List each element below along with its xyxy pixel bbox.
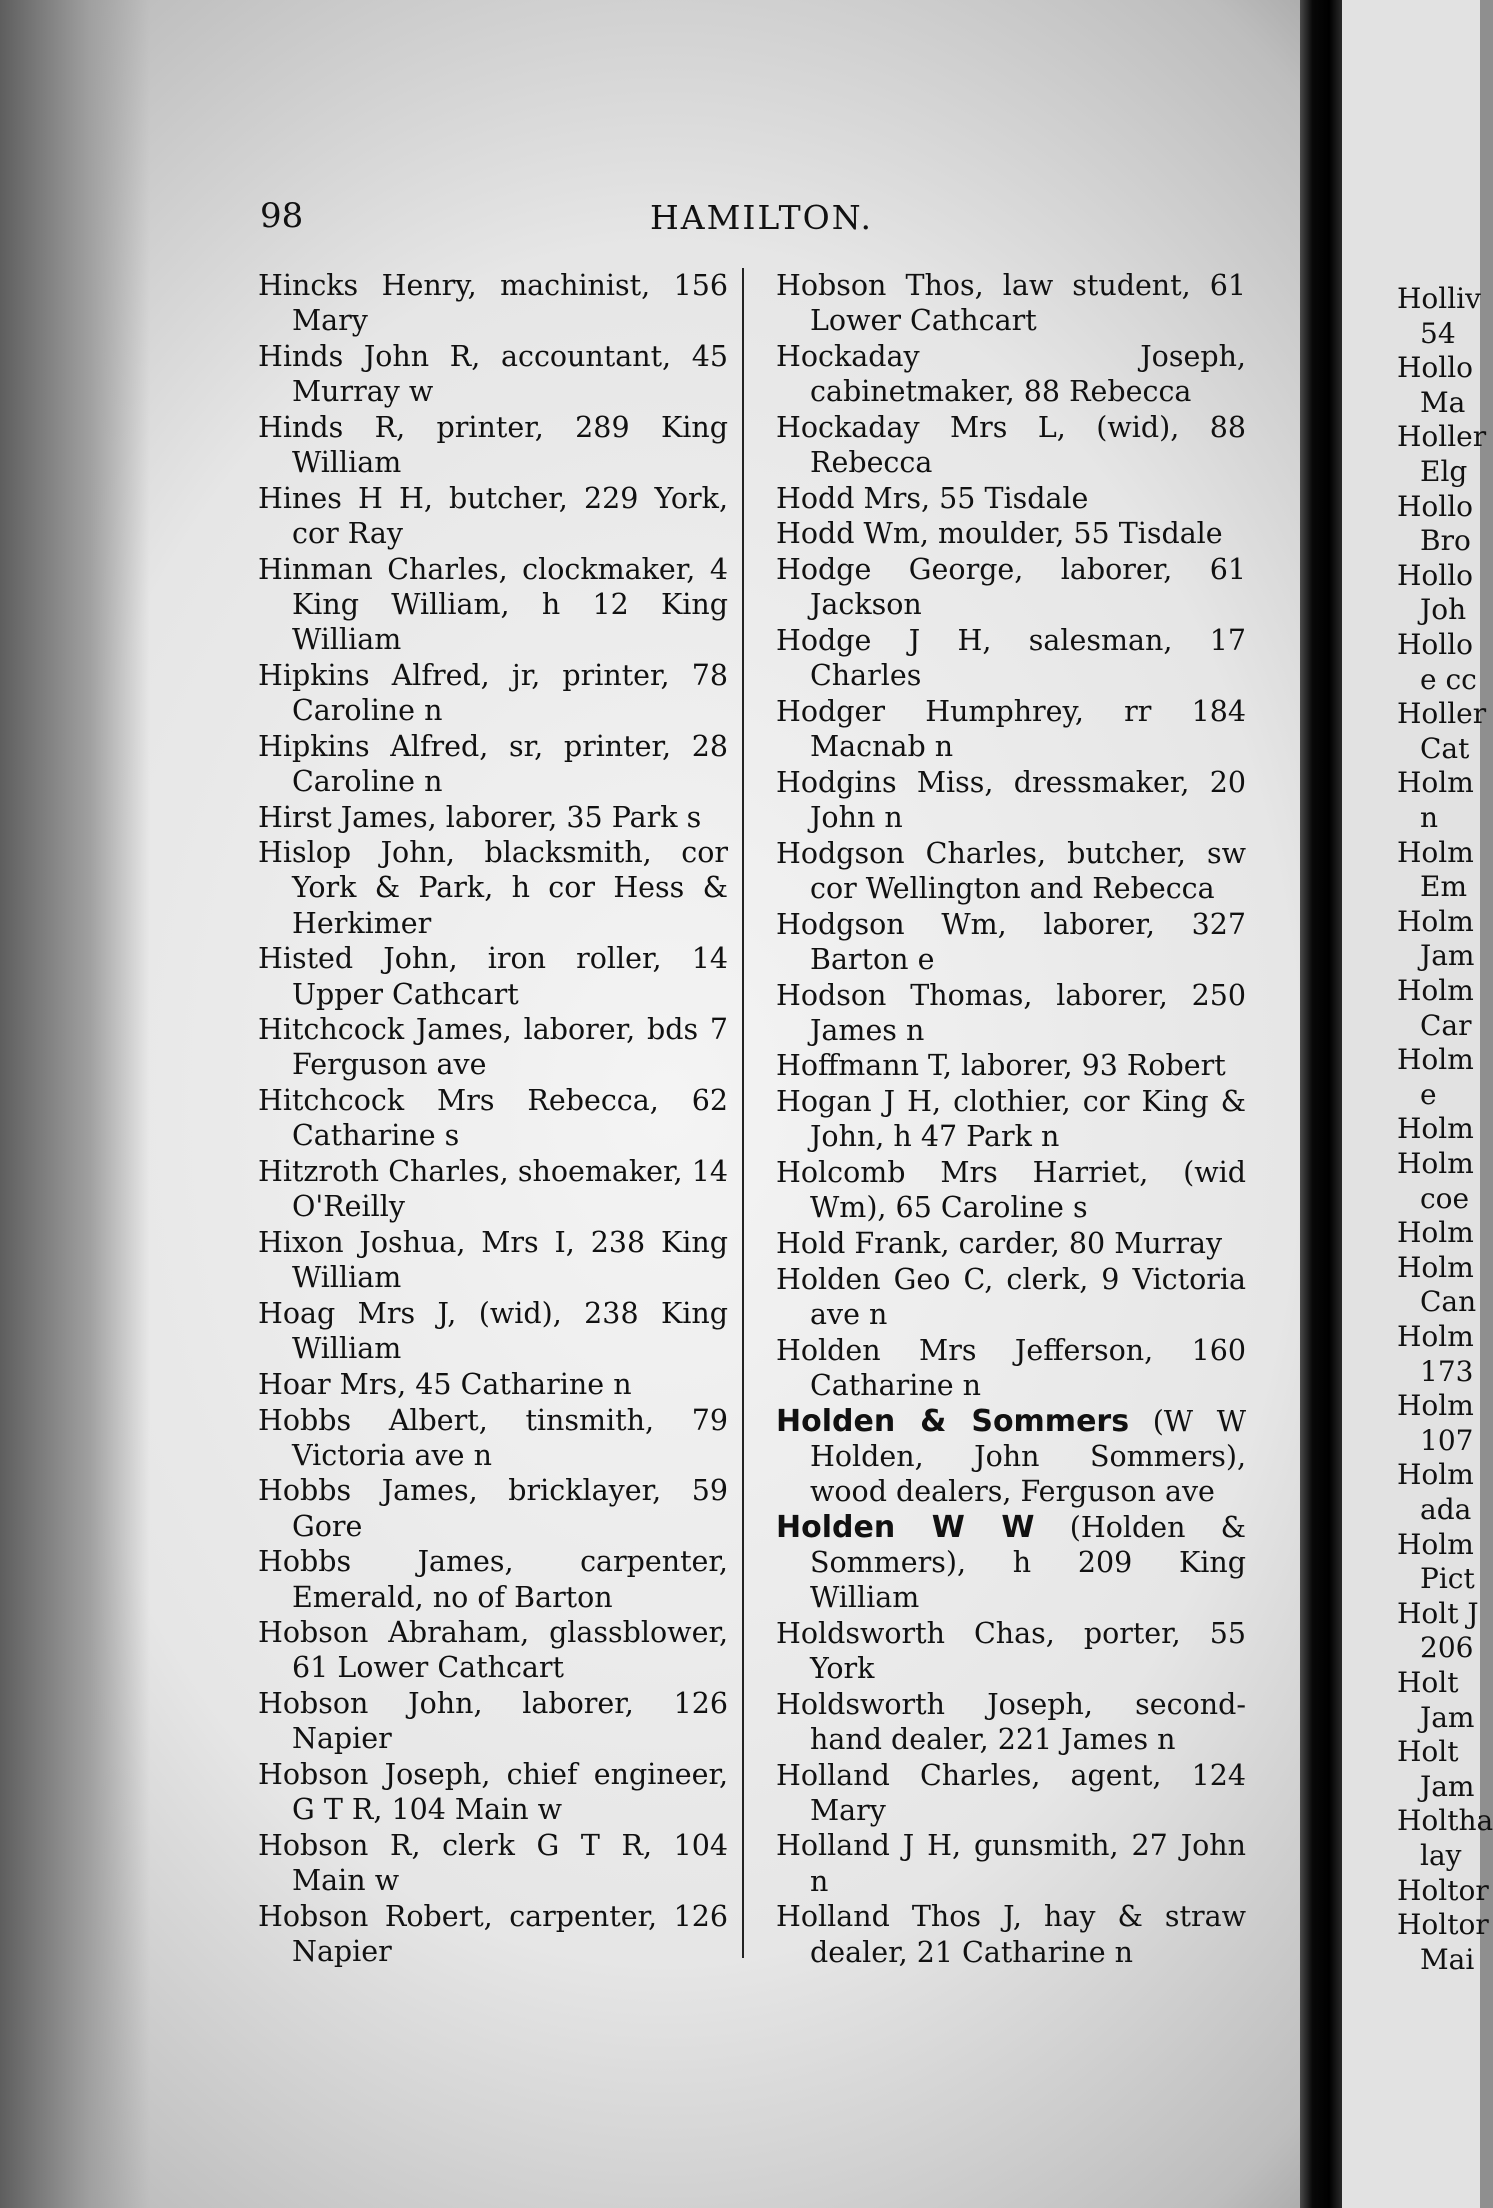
adjacent-page-text: 107 — [1420, 1423, 1474, 1457]
entry-name: Hodson Thomas, — [776, 978, 1033, 1012]
entry-name: Hold Frank, — [776, 1226, 950, 1260]
directory-entry — [258, 1154, 728, 1224]
entry-details: (W W Holden, John Sommers), wood dealers, Ferguson ave — [810, 1404, 1247, 1508]
directory-entry — [258, 410, 728, 480]
entry-details: clockmaker, 4 King William, h 12 King William — [292, 552, 728, 657]
directory-entry — [776, 694, 1246, 764]
entry-name: Hodger Humphrey, — [776, 694, 1084, 728]
adjacent-page-text: n — [1420, 801, 1439, 834]
adjacent-page-text: Ma — [1420, 385, 1466, 419]
directory-entry — [258, 481, 728, 551]
entry-details: carpenter, 126 Napier — [292, 1899, 728, 1969]
entry-details: accountant, 45 Murray w — [292, 339, 729, 409]
entry-details: (wid Wm), 65 Caroline s — [810, 1156, 1246, 1225]
directory-entry — [776, 1899, 1246, 1969]
directory-entry — [776, 410, 1246, 480]
adjacent-page-text: Holliv — [1397, 282, 1481, 315]
adjacent-page-text: Hollo — [1397, 489, 1474, 523]
directory-entry — [776, 1687, 1246, 1757]
entry-name: Hinds R, — [258, 410, 406, 444]
entry-details: salesman, 17 Charles — [810, 624, 1246, 693]
adjacent-page-text: lay — [1420, 1839, 1462, 1872]
entry-details: printer, 289 King William — [292, 410, 728, 480]
entry-name: Hodgins Miss, — [776, 765, 994, 799]
adjacent-page-text: e cc — [1420, 662, 1477, 696]
page-number: 98 — [260, 196, 304, 236]
directory-entry — [258, 1828, 728, 1898]
entry-name: Hoffmann T, — [776, 1049, 952, 1083]
directory-entry — [776, 268, 1246, 338]
directory-entry — [258, 268, 728, 338]
adjacent-page-text: Holm — [1397, 1043, 1474, 1077]
entry-details: porter, 55 York — [810, 1616, 1246, 1685]
entry-details: shoemaker, 14 O'Reilly — [292, 1155, 728, 1224]
entry-details: agent, 124 Mary — [810, 1758, 1246, 1827]
directory-entry — [776, 1404, 1246, 1510]
adjacent-page-text: Holtor — [1397, 1908, 1489, 1942]
entry-details: chief engineer, G T R, 104 Main w — [292, 1758, 728, 1827]
directory-entry — [776, 1155, 1246, 1225]
adjacent-page-text: Holm — [1397, 904, 1474, 938]
entry-details: clothier, cor King & John, h 47 Park n — [810, 1085, 1246, 1154]
directory-entry — [776, 907, 1246, 977]
entry-name: Hitchcock Mrs Rebecca, — [258, 1084, 659, 1118]
adjacent-page-text: coe — [1420, 1181, 1470, 1215]
entry-name: Hixon Joshua, — [258, 1225, 466, 1259]
adjacent-page-text: Holtor — [1397, 1873, 1489, 1907]
directory-entry — [258, 658, 728, 728]
adjacent-page-text: Jam — [1420, 1700, 1475, 1734]
entry-name: Hobbs James, — [258, 1545, 514, 1579]
entry-name: Hipkins Alfred, — [258, 729, 489, 763]
adjacent-page-text: Holm — [1397, 766, 1474, 800]
entry-details: iron roller, 14 Upper Cathcart — [292, 942, 728, 1011]
adjacent-page-text: Holm — [1397, 974, 1474, 1007]
entry-details: law student, 61 Lower Cathcart — [810, 269, 1246, 338]
entry-details: clerk, 9 Victoria ave n — [810, 1262, 1246, 1331]
adjacent-page-text: Holm — [1397, 835, 1474, 869]
book-edge-shadow — [0, 0, 150, 2208]
entry-name: Hobson Joseph, — [258, 1758, 491, 1792]
entry-details: carder, 80 Murray — [949, 1226, 1223, 1260]
entry-name: Hockaday Mrs L, — [776, 410, 1066, 444]
entry-details: laborer, 61 Jackson — [810, 553, 1246, 622]
directory-entry — [776, 339, 1246, 409]
entry-name: Hobson Thos, — [776, 269, 984, 302]
entry-details: butcher, 229 York, cor Ray — [292, 481, 729, 550]
entry-name: Holden Mrs Jefferson, — [776, 1333, 1154, 1367]
entry-details: (wid), 238 King William — [292, 1296, 728, 1366]
directory-entry — [258, 1296, 728, 1366]
entry-name: Hobson Abraham, — [258, 1616, 530, 1650]
entry-name: Hoar Mrs, — [258, 1367, 407, 1401]
adjacent-page-text: Hollo — [1397, 558, 1474, 592]
adjacent-page-text: Holm — [1397, 1320, 1474, 1353]
right-column — [776, 268, 1246, 1970]
entry-details: gunsmith, 27 John n — [810, 1829, 1246, 1898]
adjacent-page-text: Hollo — [1397, 628, 1474, 661]
entry-name: Holland J H, — [776, 1829, 962, 1863]
entry-name: Hobbs James, — [258, 1474, 478, 1508]
adjacent-page-text: Jam — [1420, 939, 1475, 973]
directory-entry — [258, 1544, 728, 1614]
entry-details: second-hand dealer, 221 James n — [810, 1687, 1246, 1756]
entry-name: Hobson John, — [258, 1687, 483, 1721]
entry-name: Holdsworth Joseph, — [776, 1687, 1093, 1721]
directory-entry — [776, 836, 1246, 906]
left-column — [258, 268, 728, 1970]
entry-name: Hoag Mrs J, — [258, 1296, 457, 1330]
entry-name: Hinds John R, — [258, 339, 481, 373]
directory-entry — [776, 1084, 1246, 1154]
entry-name: Hodge George, — [776, 553, 1024, 587]
directory-entry — [776, 1333, 1246, 1403]
entry-details: laborer, 327 Barton e — [810, 907, 1246, 976]
entry-details: laborer, 35 Park s — [436, 800, 702, 834]
adjacent-page-text: Em — [1420, 870, 1467, 904]
directory-entry — [258, 1012, 728, 1082]
entry-name: Hobson Robert, — [258, 1899, 493, 1933]
entry-name: Holdsworth Chas, — [776, 1616, 1055, 1650]
directory-entry — [776, 1616, 1246, 1686]
adjacent-page-text: Car — [1420, 1008, 1472, 1042]
directory-entry — [258, 835, 728, 941]
entry-details: butcher, sw cor Wellington and Rebecca — [810, 836, 1246, 905]
adjacent-page-text: Hollo — [1397, 351, 1474, 385]
adjacent-page-text: Holler — [1397, 420, 1487, 454]
directory-entry — [776, 1048, 1246, 1083]
entry-name: Hodge J H, — [776, 624, 992, 658]
adjacent-page-text: Jam — [1420, 1769, 1475, 1803]
entry-name: Hodd Mrs, — [776, 481, 931, 515]
entry-details: cabinetmaker, 88 Rebecca — [810, 375, 1192, 409]
entry-details: Mrs I, 238 King William — [292, 1225, 728, 1295]
directory-entry — [776, 1262, 1246, 1332]
entry-details: laborer, bds 7 Ferguson ave — [292, 1013, 728, 1082]
running-head: HAMILTON. — [650, 198, 873, 237]
adjacent-page-text: Holt J — [1397, 1596, 1479, 1630]
directory-entry — [776, 481, 1246, 516]
entry-name: Hislop John, — [258, 836, 455, 870]
entry-name: Hogan J H, — [776, 1085, 942, 1119]
entry-name: Hitchcock James, — [258, 1013, 512, 1047]
directory-entry — [776, 978, 1246, 1048]
directory-entry — [258, 1615, 728, 1685]
entry-details: rr 184 Macnab n — [810, 694, 1247, 764]
entry-details: hay & straw dealer, 21 Catharine n — [810, 1900, 1246, 1969]
directory-entry — [776, 1758, 1246, 1828]
entry-name: Hobson R, — [258, 1828, 421, 1862]
entry-name: Holcomb Mrs Harriet, — [776, 1156, 1149, 1190]
entry-name: Hitzroth Charles, — [258, 1155, 509, 1189]
adjacent-page-text: Holt — [1397, 1666, 1459, 1699]
directory-entry — [258, 1083, 728, 1153]
entry-details: laborer, 93 Robert — [951, 1049, 1226, 1083]
directory-entry — [776, 623, 1246, 693]
entry-details: glassblower, 61 Lower Cathcart — [292, 1616, 728, 1685]
adjacent-page-text: Holm — [1397, 1147, 1474, 1180]
entry-details: moulder, 55 Tisdale — [928, 517, 1223, 551]
adjacent-page-fragment — [1342, 0, 1493, 2208]
entry-details: laborer, 126 Napier — [292, 1687, 728, 1756]
entry-details: machinist, 156 Mary — [292, 269, 728, 338]
entry-details: (Holden & Sommers), h 209 King William — [810, 1510, 1247, 1615]
entry-name: Holland Charles, — [776, 1758, 1041, 1792]
adjacent-page-text: Pict — [1420, 1562, 1475, 1596]
adjacent-page-text: Holm — [1397, 1112, 1474, 1146]
column-divider — [742, 268, 744, 1958]
book-gutter — [1300, 0, 1342, 2208]
directory-entry — [258, 1757, 728, 1827]
adjacent-page-text: ada — [1420, 1493, 1472, 1526]
directory-entry — [776, 516, 1246, 551]
directory-entry — [776, 1828, 1246, 1898]
adjacent-page-text: Joh — [1420, 593, 1467, 627]
adjacent-page-text: Holt — [1397, 1735, 1459, 1769]
directory-entry — [776, 1226, 1246, 1261]
adjacent-page-text: Holm — [1397, 1250, 1474, 1284]
adjacent-page-text: Holm — [1397, 1389, 1474, 1423]
entry-details: tinsmith, 79 Victoria ave n — [292, 1403, 728, 1472]
entry-name: Hockaday Joseph, — [776, 339, 1246, 373]
directory-entry — [258, 339, 728, 409]
entry-name: Hincks Henry, — [258, 269, 477, 302]
entry-details: clerk G T R, 104 Main w — [292, 1828, 728, 1898]
adjacent-page-text: 54 — [1420, 316, 1456, 350]
adjacent-page-text: Holtha — [1397, 1804, 1493, 1838]
entry-name: Hodd Wm, — [776, 517, 929, 551]
directory-entry — [776, 552, 1246, 622]
adjacent-page-text: Holm — [1397, 1527, 1474, 1561]
adjacent-page-text: Holler — [1397, 697, 1487, 731]
adjacent-page-text: Cat — [1420, 731, 1470, 765]
entry-details: jr, printer, 78 Caroline n — [292, 658, 728, 727]
directory-entry — [258, 1473, 728, 1543]
entry-details: bricklayer, 59 Gore — [292, 1474, 728, 1543]
directory-entry — [258, 1225, 728, 1295]
adjacent-page-text: Holm — [1397, 1216, 1474, 1250]
directory-entry — [258, 1686, 728, 1756]
entry-name: Hines H H, — [258, 481, 433, 515]
directory-entry — [258, 1367, 728, 1402]
adjacent-page-text: 173 — [1420, 1354, 1474, 1388]
entry-details: 160 Catharine n — [810, 1333, 1246, 1402]
entry-name: Holden W W — [776, 1509, 1035, 1545]
entry-details: blacksmith, cor York & Park, h cor Hess & Herkimer — [292, 836, 729, 940]
entry-name: Holden & Sommers — [776, 1403, 1130, 1439]
adjacent-page-text: Can — [1420, 1285, 1477, 1319]
entry-name: Hipkins Alfred, — [258, 658, 490, 692]
entry-details: 62 Catharine s — [292, 1084, 728, 1153]
directory-entry — [258, 800, 728, 835]
directory-entry — [776, 1510, 1246, 1616]
adjacent-page-text: 206 — [1420, 1631, 1474, 1665]
entry-name: Hodgson Charles, — [776, 836, 1047, 870]
adjacent-page-text: Bro — [1420, 524, 1471, 558]
entry-name: Holden Geo C, — [776, 1262, 994, 1296]
entry-name: Holland Thos J, — [776, 1900, 1022, 1934]
entry-details: 45 Catharine n — [406, 1367, 632, 1401]
directory-entry — [258, 729, 728, 799]
adjacent-page-text: e — [1420, 1077, 1437, 1111]
directory-entry — [258, 1403, 728, 1473]
entry-name: Hinman Charles, — [258, 552, 508, 586]
entry-name: Histed John, — [258, 942, 458, 976]
directory-entry — [258, 1899, 728, 1969]
entry-name: Hodgson Wm, — [776, 907, 1007, 941]
entry-details: 55 Tisdale — [930, 481, 1089, 515]
entry-details: dressmaker, 20 John n — [810, 765, 1246, 835]
entry-name: Hirst James, — [258, 800, 437, 834]
directory-entry — [776, 765, 1246, 835]
entry-details: carpenter, Emerald, no of Barton — [292, 1545, 728, 1614]
directory-entry — [258, 552, 728, 658]
entry-details: sr, printer, 28 Caroline n — [292, 729, 728, 798]
adjacent-page-text: Mai — [1420, 1942, 1475, 1976]
adjacent-page-text: Holm — [1397, 1458, 1474, 1492]
entry-details: (wid), 88 Rebecca — [810, 410, 1247, 480]
entry-details: laborer, 250 James n — [810, 978, 1246, 1047]
adjacent-page-text: Elg — [1420, 455, 1468, 488]
directory-entry — [258, 941, 728, 1011]
entry-name: Hobbs Albert, — [258, 1403, 488, 1437]
